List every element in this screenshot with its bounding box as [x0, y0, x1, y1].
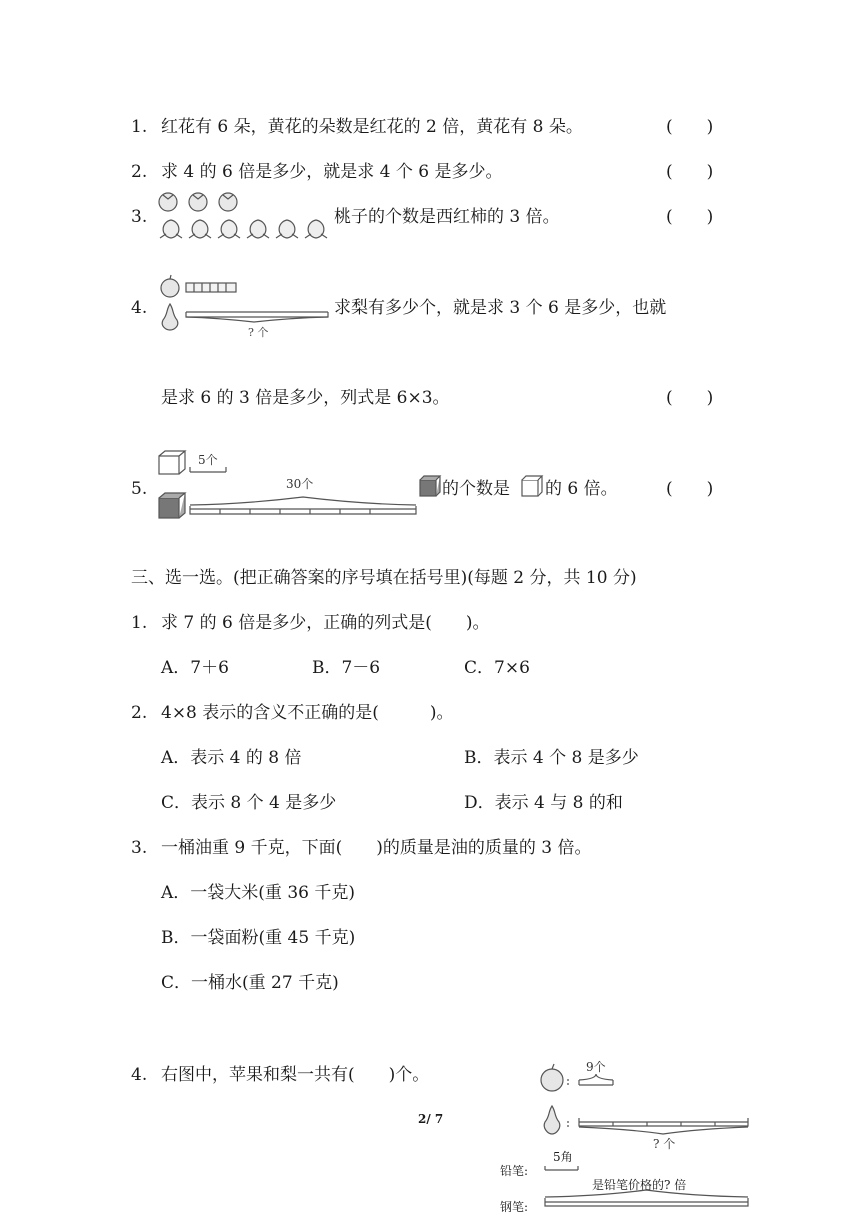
judge-q4-number: 4. [131, 298, 148, 318]
white-cube-icon [520, 474, 544, 498]
judge-q5-text-b: 的 6 倍。 [545, 479, 618, 499]
tomato-icon [159, 193, 177, 211]
choice-q4-number: 4. [131, 1065, 148, 1085]
judge-q3-number: 3. [131, 207, 148, 227]
judge-q2-number: 2. [131, 162, 148, 182]
judge-q1-answer-blank[interactable]: ( ) [666, 117, 714, 137]
peach-icon [218, 220, 240, 238]
judge-q3-answer-blank[interactable]: ( ) [666, 207, 714, 227]
choice-q3-number: 3. [131, 838, 148, 858]
pear-icon [162, 304, 178, 330]
tomato-peach-figure [156, 190, 334, 246]
pencil-price-label: 5角 [553, 1150, 573, 1164]
judge-q5-number: 5. [131, 479, 148, 499]
choice-q3-option-b[interactable]: B．一袋面粉(重 45 千克) [161, 928, 356, 948]
choice-q2-option-b[interactable]: B．表示 4 个 8 是多少 [464, 748, 639, 768]
peach-icon [247, 220, 269, 238]
judge-q1-text: 红花有 6 朵，黄花的朵数是红花的 2 倍，黄花有 8 朵。 [161, 117, 583, 137]
apple-pear-line-figure [538, 1054, 754, 1152]
choice-q3-option-c[interactable]: C．一桶水(重 27 千克) [161, 973, 339, 993]
judge-q4-figure-label: ? 个 [248, 326, 269, 339]
white-cube-icon [159, 451, 185, 474]
judge-q2-answer-blank[interactable]: ( ) [666, 162, 714, 182]
choice-q2-option-c[interactable]: C．表示 8 个 4 是多少 [161, 793, 337, 813]
judge-q3-text: 桃子的个数是西红柿的 3 倍。 [334, 207, 560, 227]
cube-bar-figure [156, 448, 420, 524]
choice-q1-option-a[interactable]: A．7＋6 [161, 658, 229, 678]
choice-q3-text: 一桶油重 9 千克，下面( )的质量是油的质量的 3 倍。 [161, 838, 592, 858]
tomato-icon [219, 193, 237, 211]
judge-q5-answer-blank[interactable]: ( ) [666, 479, 714, 499]
apple-icon [541, 1064, 563, 1091]
choice-q1-option-b[interactable]: B．7－6 [312, 658, 381, 678]
page-number: 2/ 7 [418, 1112, 444, 1126]
judge-q5-text-a: 的个数是 [442, 479, 510, 499]
choice-q2-option-a[interactable]: A．表示 4 的 8 倍 [161, 748, 302, 768]
choice-q4-label-9: 9个 [586, 1060, 606, 1074]
peach-icon [189, 220, 211, 238]
choice-q2-number: 2. [131, 703, 148, 723]
judge-q2-text: 求 4 的 6 倍是多少，就是求 4 个 6 是多少。 [161, 162, 503, 182]
peach-icon [305, 220, 327, 238]
choice-q2-option-d[interactable]: D．表示 4 与 8 的和 [464, 793, 623, 813]
judge-q4-answer-blank[interactable]: ( ) [666, 388, 714, 408]
choice-q1-number: 1. [131, 613, 148, 633]
judge-q1-number: 1. [131, 117, 148, 137]
pencil-label: 铅笔: [500, 1164, 529, 1178]
apple-pear-figure [158, 274, 334, 342]
gray-cube-icon [159, 493, 185, 518]
section3-title: 三、选一选。(把正确答案的序号填在括号里)(每题 2 分，共 10 分) [131, 568, 637, 588]
pen-multiple-label: 是铅笔价格的? 倍 [592, 1178, 687, 1192]
peach-icon [160, 220, 182, 238]
judge-q5-label-30: 30个 [286, 477, 314, 491]
judge-q5-label-5: 5个 [198, 453, 218, 467]
peach-icon [276, 220, 298, 238]
choice-q1-option-c[interactable]: C．7×6 [464, 658, 530, 678]
pear-icon [544, 1106, 560, 1134]
choice-q1-text: 求 7 的 6 倍是多少，正确的列式是( )。 [161, 613, 490, 633]
pen-label: 钢笔: [500, 1200, 529, 1214]
pencil-pen-bars [540, 1160, 754, 1216]
choice-q4-text: 右图中，苹果和梨一共有( )个。 [161, 1065, 430, 1085]
choice-q4-label-unknown: ? 个 [653, 1137, 676, 1151]
gray-cube-icon [418, 474, 442, 498]
judge-q4-text-line2: 是求 6 的 3 倍是多少，列式是 6×3。 [161, 388, 450, 408]
tomato-icon [189, 193, 207, 211]
choice-q3-option-a[interactable]: A．一袋大米(重 36 千克) [161, 883, 355, 903]
choice-q2-text: 4×8 表示的含义不正确的是( )。 [161, 703, 454, 723]
judge-q4-text: 求梨有多少个，就是求 3 个 6 是多少，也就 [334, 298, 667, 318]
apple-icon [161, 275, 179, 297]
